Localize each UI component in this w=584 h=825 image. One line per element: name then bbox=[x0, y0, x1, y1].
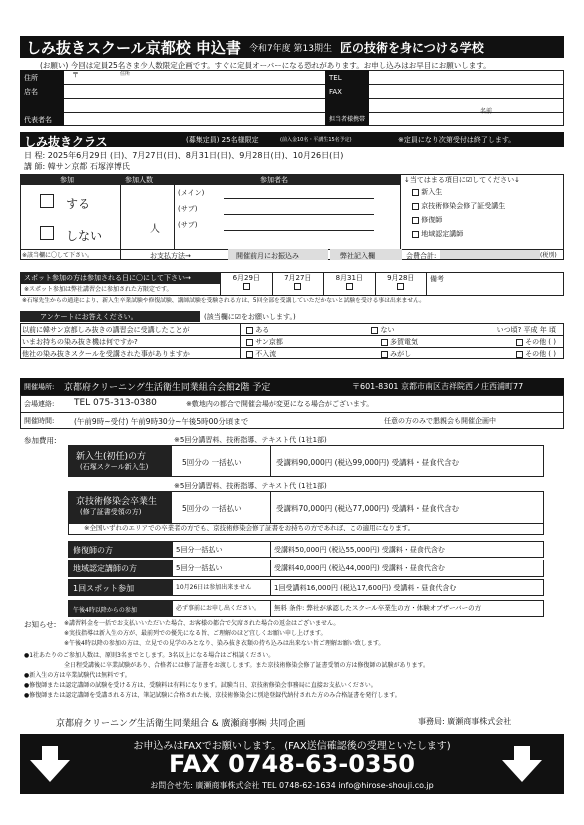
opt-list bbox=[412, 188, 505, 244]
shop-field[interactable] bbox=[66, 86, 322, 97]
fax-number[interactable]: FAX 0748-63-0350 bbox=[169, 750, 415, 778]
fee-new-title: 新入生(初任)の方 bbox=[76, 452, 147, 462]
survey-q2: いまお持ちの染み抜き機は何ですか? bbox=[22, 338, 138, 346]
count-field[interactable] bbox=[128, 218, 148, 230]
note-item-2: ※午後4時以降の参加の方は、立見での見学のみとなり、染み抜き衣類の持ち込みは出来ない旨ご理解お願い致します。 bbox=[64, 640, 385, 647]
org-left: 京都府クリーニング生活衛生同業組合 & 廣瀬商事㈱ 共同企画 bbox=[56, 719, 306, 729]
fee-label: 会費合計: bbox=[406, 252, 437, 260]
spot-cb-3[interactable] bbox=[397, 283, 404, 290]
name-sub2: (サブ) bbox=[178, 221, 198, 229]
spot-date-2: 8月31日 bbox=[335, 274, 363, 282]
a1-label-1: ない bbox=[380, 326, 395, 334]
edition: 令和7年度 第13期生 bbox=[248, 43, 332, 54]
opt-checkbox-3[interactable] bbox=[412, 231, 419, 238]
venue-addr: 〒601-8301 京都市南区吉祥院西ノ庄西浦町77 bbox=[352, 382, 524, 391]
a2-label-1: 多賀電気 bbox=[389, 338, 418, 346]
course-title: しみ抜きクラス bbox=[24, 135, 108, 149]
a2-cb-2[interactable] bbox=[516, 339, 523, 346]
h-join: 参加 bbox=[60, 176, 74, 184]
note-item-1: ※実技指導は新入生の方が、最前列での優先になる旨、ご理解のほど宜しくお願い申し上げます。 bbox=[64, 630, 327, 637]
venue-time-label: 開催時間: bbox=[24, 417, 55, 425]
venue-time-note: 任意の方のみで懇親会も開催企画中 bbox=[384, 417, 496, 425]
spot-memo: 備考 bbox=[430, 275, 444, 283]
spot-date-0: 6月29日 bbox=[232, 274, 260, 282]
opt-label-1: 京技術修染会修了証受講生 bbox=[421, 202, 506, 210]
survey-hint: (該当欄に☑をお願いします。) bbox=[204, 313, 296, 321]
note-item-5: ●新入生の方は卒業試験代は無料です。 bbox=[24, 672, 131, 679]
spot-date-1: 7月27日 bbox=[284, 274, 312, 282]
a2-label-2: その他 ( ) bbox=[525, 338, 556, 346]
fee-row-price-2: 1回受講料16,000円 (税込17,600円) 受講料・昼食代含む bbox=[274, 584, 457, 592]
fee-new-sub: (石塚スクール新入生) bbox=[80, 463, 149, 471]
fee-row-title-3: 午後4時以降からの参加 bbox=[69, 601, 173, 616]
rep-field[interactable] bbox=[66, 114, 322, 125]
sub2-name-field[interactable] bbox=[224, 220, 374, 230]
a3-cb-0[interactable] bbox=[246, 351, 253, 358]
course-dates: 日 程: 2025年6月29日 (日)、7月27日(日)、8月31日(日)、9月28日(日)、10月26日(日) bbox=[24, 151, 344, 160]
name-label: 名前 bbox=[480, 108, 493, 115]
survey-a2 bbox=[246, 338, 556, 346]
fee-new-lump: 5回分の 一括払い bbox=[182, 458, 242, 467]
count-unit: 人 bbox=[150, 224, 160, 235]
note-item-6: ●修復師または認定講師の試験を受ける方は、受験料は有料になります。試験当日、京技術修染会事務局に直接お支払いください。 bbox=[24, 682, 377, 689]
name-main: (メイン) bbox=[178, 189, 205, 197]
fees-label: 参加費用: bbox=[24, 436, 57, 445]
survey-title: アンケートにお答えください。 bbox=[40, 313, 138, 321]
fee-row-method-3: 必ず事前にお申し出ください。 bbox=[173, 601, 271, 616]
fee-row-method-1: 5回分一括払い bbox=[173, 560, 271, 576]
spot-cb-2[interactable] bbox=[346, 283, 353, 290]
a1-label-2: いつ頃? 平成 年 頃 bbox=[496, 326, 556, 334]
opt-checkbox-0[interactable] bbox=[412, 189, 419, 196]
a1-label-0: ある bbox=[255, 326, 270, 334]
fee-row-price-3: 無料 条件: 弊社が承認したスクール卒業生の方・体験オブザーバーの方 bbox=[274, 604, 482, 612]
fees-note2: ※5回分講習料、技術指導、テキスト代 (1社1部) bbox=[174, 482, 327, 490]
join-no-checkbox[interactable] bbox=[40, 226, 54, 240]
top-notice: (お願い) 今回は定員25名さま少人数限定企画です。すぐに定員オーバーになる恐れがあります。お申し込みはお早目にお願いします。 bbox=[40, 61, 491, 70]
survey-q3: 他社の染み抜きスクールを受講された事がありますか bbox=[22, 350, 190, 358]
address-field[interactable] bbox=[66, 72, 322, 83]
fax-field[interactable] bbox=[371, 86, 561, 97]
fee-grad-price: 受講料70,000円 (税込77,000円) 受講料・昼食代含む bbox=[276, 504, 460, 513]
sub1-name-field[interactable] bbox=[224, 204, 374, 214]
course-teacher: 講 師: 韓サン京都 石塚淳博氏 bbox=[24, 162, 130, 171]
survey-a3 bbox=[246, 350, 556, 358]
a3-label-2: その他 ( ) bbox=[525, 350, 556, 358]
pay-opt2: 弊社記入欄 bbox=[340, 252, 375, 260]
contact-label: 担当者様携帯 bbox=[329, 116, 366, 123]
fee-row-method-0: 5回分一括払い bbox=[173, 542, 271, 557]
survey-q1: 以前に韓サン京都しみ抜きの講習会に受講したことが bbox=[22, 326, 190, 334]
fee-row bbox=[68, 560, 544, 577]
course-quota-note: (前入金10名・平講生15名予定) bbox=[280, 137, 352, 143]
note-item-4: 全日程受講後に卒業試験があり、合格者には修了証書をお渡しします。また京技術修染会修了証書受領の方は修復師の試験があります。 bbox=[64, 662, 430, 669]
org-right: 事務局: 廣瀬商事株式会社 bbox=[418, 717, 512, 726]
opt-checkbox-2[interactable] bbox=[412, 217, 419, 224]
fee-row bbox=[68, 600, 544, 617]
fee-row-method-2: 10月26日は参加出来ません bbox=[173, 580, 271, 595]
spot-note: ※スポット参加は弊社講習会に参加された方限定です。 bbox=[24, 286, 173, 293]
name-sub1: (サブ) bbox=[178, 205, 198, 213]
spot-footnote: ※石塚先生からの通達により、新入生卒業試験や修復試験、講師試験を受験される方は、5回全部を受講していただかないと試験を受ける事は出来ません。 bbox=[22, 298, 426, 304]
fax-label: FAX bbox=[329, 88, 342, 96]
survey-a1 bbox=[246, 326, 556, 334]
a2-cb-0[interactable] bbox=[246, 339, 253, 346]
fee-field bbox=[440, 250, 540, 259]
notes-label: お知らせ: bbox=[24, 620, 57, 629]
h-check: ↓当てはまる項目に☑してください↓ bbox=[404, 176, 521, 184]
contact-field[interactable] bbox=[371, 114, 561, 125]
course-quota-right: ※定員になり次第受付は終了します。 bbox=[398, 136, 516, 144]
fees-note1: ※5回分講習料、技術指導、テキスト代 (1社1部) bbox=[174, 436, 327, 444]
tagline: 匠の技術を身につける学校 bbox=[339, 40, 484, 55]
a3-label-1: みがし bbox=[390, 350, 412, 358]
fee-row-title-2: 1回スポット参加 bbox=[69, 580, 173, 595]
zip-note: 住所 bbox=[120, 71, 131, 77]
pay-method: お支払方法→ bbox=[150, 252, 191, 260]
fax-bottom: お問合せ先: 廣瀬商事株式会社 TEL 0748-62-1634 info@hirose-shouji.co.jp bbox=[150, 781, 434, 790]
fee-grad-sub: (修了証書受領の方) bbox=[80, 508, 142, 516]
fax-top: お申込みはFAXでお願いします。 (FAX送信確認後の受理といたします) bbox=[133, 741, 451, 752]
main-name-field[interactable] bbox=[224, 188, 374, 198]
opt-label-3: 地域認定講師 bbox=[421, 230, 464, 238]
address-label: 住所 bbox=[24, 74, 38, 82]
a2-label-0: サン京都 bbox=[255, 338, 283, 346]
form-title: しみ抜きスクール京都校 申込書 bbox=[26, 38, 241, 57]
spot-cb-0[interactable] bbox=[243, 283, 250, 290]
venue-name: 京都府クリーニング生活衛生同業組合会館2階 予定 bbox=[64, 383, 271, 393]
fee-row-title-0: 修復師の方 bbox=[69, 542, 173, 557]
fee-grad-title: 京技術修染会卒業生 bbox=[76, 497, 158, 507]
note-item-7: ●修復師または認定講師を受講される方は、筆記試験に合格された後、京技術修染会に別途登録代納付された方のみ合格証書を発行します。 bbox=[24, 692, 401, 699]
a3-cb-2[interactable] bbox=[516, 351, 523, 358]
tel-label: TEL bbox=[329, 74, 342, 82]
spot-label: スポット参加の方は参加される日に〇にして下さい→ bbox=[24, 274, 191, 282]
fee-grad-note: ※全国いずれのエリアでの卒業者の方でも、京技術修染会修了証書をお持ちの方であれば、この適用になります。 bbox=[84, 524, 415, 532]
a1-cb-0[interactable] bbox=[246, 327, 253, 334]
fee-row bbox=[68, 541, 544, 558]
notes-list bbox=[24, 620, 564, 702]
course-quota: (募集定員) 25名様限定 bbox=[186, 136, 259, 144]
header-bar bbox=[20, 36, 564, 58]
shop-label: 店名 bbox=[24, 88, 38, 96]
zip-label: 〒 bbox=[72, 71, 79, 79]
venue-time: (午前9時~受付) 午前9時30分~午後5時00分頃まで bbox=[74, 417, 249, 426]
venue-tel: TEL 075-313-0380 bbox=[74, 398, 157, 408]
spot-date-3: 9月28日 bbox=[387, 274, 415, 282]
note-left: ※該当欄に〇して下さい。 bbox=[22, 252, 94, 259]
join-yes-checkbox[interactable] bbox=[40, 194, 54, 208]
fee-grad-lump: 5回分の 一括払い bbox=[182, 504, 242, 513]
fee-new-price: 受講料90,000円 (税込99,000円) 受講料・昼食代含む bbox=[276, 458, 460, 467]
spot-dates bbox=[220, 272, 426, 296]
fee-row-price-1: 受講料40,000円 (税込44,000円) 受講料・昼食代含む bbox=[274, 564, 445, 572]
pay-opt1[interactable]: 開催前月にお振込み bbox=[236, 252, 299, 260]
a3-cb-1[interactable] bbox=[381, 351, 388, 358]
fee-row-title-1: 地域認定講師の方 bbox=[69, 560, 173, 576]
opt-label-0: 新入生 bbox=[421, 188, 443, 196]
opt-label-2: 修復師 bbox=[421, 216, 443, 224]
fee-row bbox=[68, 579, 544, 596]
fee-rows bbox=[68, 541, 544, 617]
opt-checkbox-1[interactable] bbox=[412, 203, 419, 210]
note-item-3: ●1社あたりのご参加人数は、原則3名までとします。3名以上になる場合はご相談ください。 bbox=[24, 652, 275, 659]
venue-tel-label: 会場連絡: bbox=[24, 400, 55, 408]
fee-row-price-0: 受講料50,000円 (税込55,000円) 受講料・昼食代含む bbox=[274, 546, 445, 554]
venue-tel-note: ※敷地内の都合で開催会場が変更になる場合がございます。 bbox=[186, 400, 374, 408]
fee-unit: (税別) bbox=[540, 252, 557, 259]
join-no: しない bbox=[66, 229, 103, 243]
h-names: 参加者名 bbox=[260, 176, 288, 184]
a1-cb-1[interactable] bbox=[371, 327, 378, 334]
a2-cb-1[interactable] bbox=[381, 339, 388, 346]
note-item-0: ※講習料金を一括でお支払いいただいた場合、お客様の都合で欠席された場合の返金はございません。 bbox=[64, 620, 340, 627]
h-count: 参加人数 bbox=[125, 176, 153, 184]
rep-label: 代表者名 bbox=[24, 116, 52, 124]
spot-cb-1[interactable] bbox=[294, 283, 301, 290]
a3-label-0: 不入流 bbox=[255, 350, 277, 358]
join-yes: する bbox=[66, 197, 91, 211]
tel-field[interactable] bbox=[371, 72, 561, 83]
venue-label: 開催場所: bbox=[24, 383, 55, 391]
